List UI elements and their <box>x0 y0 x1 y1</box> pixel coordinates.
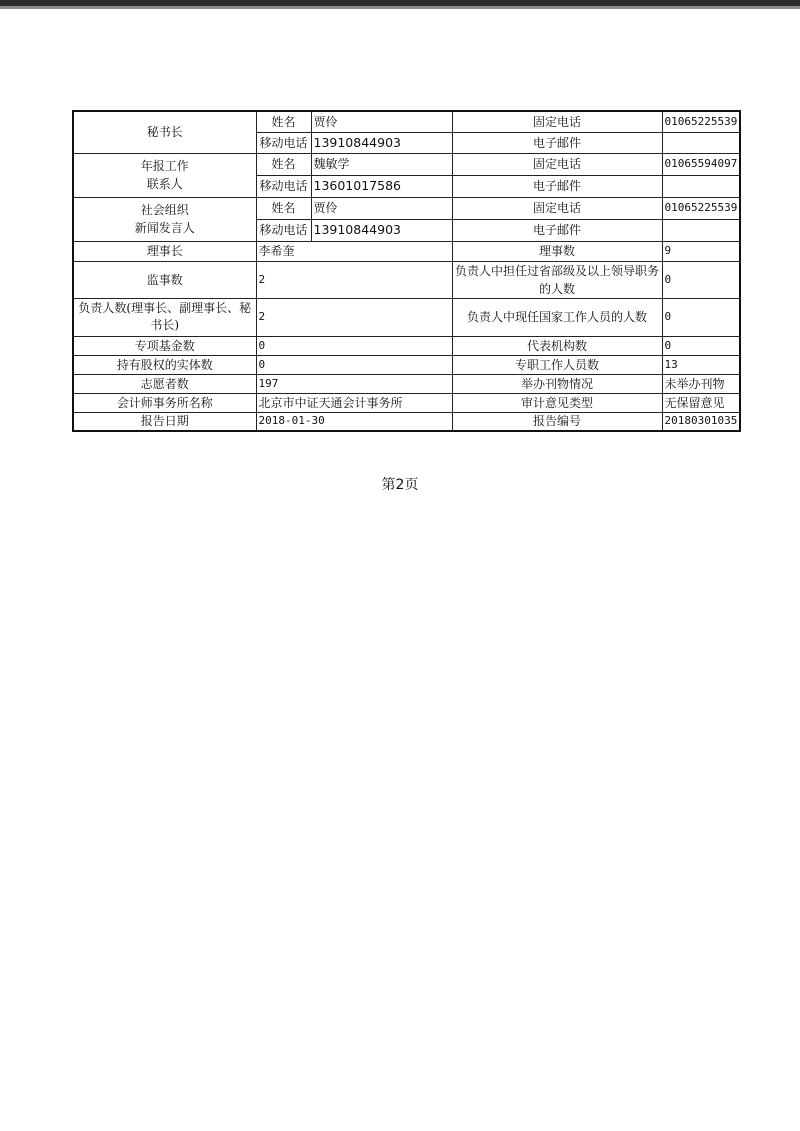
spokesperson-mobile: 13910844903 <box>311 219 452 241</box>
secretary-email-label: 电子邮件 <box>452 132 662 153</box>
supervisors-row <box>73 261 740 298</box>
staff-label: 专职工作人员数 <box>452 355 662 374</box>
spokesperson-email-label: 电子邮件 <box>452 219 662 241</box>
report-date-label: 报告日期 <box>73 412 256 431</box>
report-row <box>73 412 740 431</box>
secretary-email <box>662 132 740 153</box>
secretary-mobile-label: 移动电话 <box>256 132 311 153</box>
supervisors-label: 监事数 <box>73 261 256 298</box>
volunteers-label: 志愿者数 <box>73 374 256 393</box>
directors-value: 9 <box>662 241 740 261</box>
spokesperson-phone: 01065225539 <box>662 197 740 219</box>
spokesperson-role-line1: 社会组织 <box>140 203 189 217</box>
responsible-row <box>73 298 740 336</box>
annual-contact-row-1 <box>73 153 740 175</box>
accounting-firm-label: 会计师事务所名称 <box>73 393 256 412</box>
secretary-name: 贾伶 <box>311 111 452 132</box>
volunteers-row <box>73 374 740 393</box>
annual-contact-role <box>73 153 256 197</box>
staff-value: 13 <box>662 355 740 374</box>
annual-contact-role-line1: 年报工作 <box>140 159 189 173</box>
equity-value: 0 <box>256 355 452 374</box>
audit-label: 审计意见类型 <box>452 393 662 412</box>
annual-report-table <box>72 110 741 432</box>
leaders-state-value: 0 <box>662 298 740 336</box>
chairman-label: 理事长 <box>73 241 256 261</box>
accounting-firm-value: 北京市中证天通会计事务所 <box>256 393 452 412</box>
scan-top-shadow <box>0 6 800 9</box>
annual-contact-name-label: 姓名 <box>256 153 311 175</box>
rep-office-label: 代表机构数 <box>452 336 662 355</box>
spokesperson-name: 贾伶 <box>311 197 452 219</box>
leaders-state-label: 负责人中现任国家工作人员的人数 <box>452 298 662 336</box>
audit-value: 无保留意见 <box>662 393 740 412</box>
secretary-role: 秘书长 <box>73 111 256 153</box>
spokesperson-mobile-label: 移动电话 <box>256 219 311 241</box>
publication-label: 举办刊物情况 <box>452 374 662 393</box>
annual-contact-phone: 01065594097 <box>662 153 740 175</box>
supervisors-value: 2 <box>256 261 452 298</box>
responsible-label: 负责人数(理事长、副理事长、秘书长) <box>73 298 256 336</box>
directors-label: 理事数 <box>452 241 662 261</box>
volunteers-value: 197 <box>256 374 452 393</box>
annual-contact-role-line2: 联系人 <box>146 177 183 191</box>
annual-contact-name: 魏敏学 <box>311 153 452 175</box>
spokesperson-row-1 <box>73 197 740 219</box>
secretary-row-1 <box>73 111 740 132</box>
report-date-value: 2018-01-30 <box>256 412 452 431</box>
secretary-name-label: 姓名 <box>256 111 311 132</box>
leaders-former-label: 负责人中担任过省部级及以上领导职务的人数 <box>452 261 662 298</box>
secretary-phone: 01065225539 <box>662 111 740 132</box>
responsible-value: 2 <box>256 298 452 336</box>
annual-contact-mobile-label: 移动电话 <box>256 175 311 197</box>
special-fund-row <box>73 336 740 355</box>
secretary-phone-label: 固定电话 <box>452 111 662 132</box>
secretary-mobile: 13910844903 <box>311 132 452 153</box>
annual-contact-phone-label: 固定电话 <box>452 153 662 175</box>
spokesperson-phone-label: 固定电话 <box>452 197 662 219</box>
rep-office-value: 0 <box>662 336 740 355</box>
report-no-value: 20180301035 <box>662 412 740 431</box>
spokesperson-role <box>73 197 256 241</box>
accounting-row <box>73 393 740 412</box>
publication-value: 未举办刊物 <box>662 374 740 393</box>
report-no-label: 报告编号 <box>452 412 662 431</box>
chairman-value: 李希奎 <box>256 241 452 261</box>
annual-contact-email <box>662 175 740 197</box>
special-fund-value: 0 <box>256 336 452 355</box>
leaders-former-value: 0 <box>662 261 740 298</box>
page-number: 第2页 <box>381 477 419 493</box>
spokesperson-email <box>662 219 740 241</box>
annual-contact-mobile: 13601017586 <box>311 175 452 197</box>
special-fund-label: 专项基金数 <box>73 336 256 355</box>
equity-row <box>73 355 740 374</box>
spokesperson-name-label: 姓名 <box>256 197 311 219</box>
equity-label: 持有股权的实体数 <box>73 355 256 374</box>
spokesperson-role-line2: 新闻发言人 <box>134 221 195 235</box>
annual-contact-email-label: 电子邮件 <box>452 175 662 197</box>
chairman-row <box>73 241 740 261</box>
